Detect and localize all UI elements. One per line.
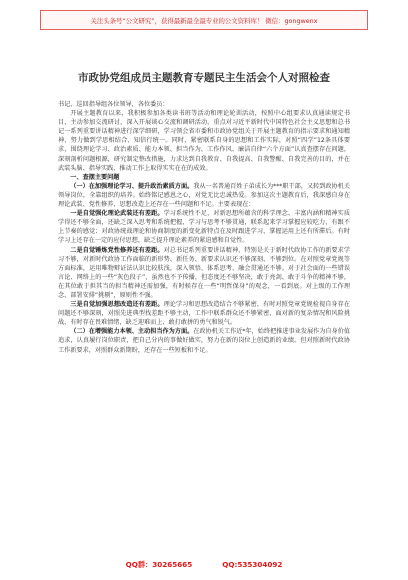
subsection-2 [58, 327, 350, 354]
section-heading-1: 一、查摆主要问题 [70, 173, 120, 181]
point-1 [58, 209, 350, 245]
promo-banner-text: 关注头条号“公文研究”，获得最新最全最专业的公文资料库！ 微信：gongwenx [90, 16, 318, 25]
subsection-1 [58, 182, 350, 209]
point-3-heading: 三是自觉加强思想改造还有差距。 [70, 301, 164, 309]
document-title: 市政协党组成员主题教育专题民主生活会个人对照检查 [78, 72, 330, 84]
contact-footer [0, 560, 408, 574]
promo-banner [40, 10, 368, 30]
qq-group-text: QQ群：30265665 [125, 560, 193, 569]
subsection-1-heading: （一）在加强理论学习、提升政治素质方面。 [70, 182, 194, 190]
point-1-text: 学习系统性不足，对新思想所蕴含的科学理念、丰富内涵和精神实质学得还不够全面，还缺乏深入思考和系统把握，学习与思考不够贯通，联系起来学习掌握应较吃力，有跟不上节奏的感觉；对政协统战理论和协商制度的新变化新特点在及时跟进学习、掌握运用上还有所滞后。有时学习上还存在一定的应付思想，缺乏提升理论素养的紧迫感和自觉性。 [58, 210, 350, 245]
salutation: 书记、巡回指导组各位领导，各位委员： [58, 101, 169, 108]
intro-paragraph: 开展主题教育以来，我积极参加各类读书班等活动和理论轮训活动，按照中心组要求认真通读规定书目，主动参加交流研讨，深入开展谈心交流和调研活动，重点对习近平新时代中国特色社会主义思想和总书记一系列重要讲话精神进行深学细研，学习领会省市委和市政协党组关于开展主题教育的指示要求和通知精神，努力做到学思相结合、知信行统一。同时，紧密联系自身的思想和工作实际，对照“四学”12条具体要求，围绕理论学习、政治素质、能力本领、担当作为、工作作风、廉洁自律“六个方面”认真查摆存在问题，深刻剖析问题根源，研究制定整改措施，力求达到自我教育、自我提高、自我警醒、自我完善的目的，并在武装头脑、指导实践、推动工作上取得实实在在的成效。 [58, 110, 350, 172]
point-3-text: 理论学习和思想改造结合不够紧密，有时对照党章党规检视自身存在问题还不够深刻，对照先进典型找差距不够主动，工作中联系群众还不够紧密，面对新的复杂情况和风险挑战，有时存在畏难情绪，缺乏迎难而上、敢打敢拼的勇气和锐气。 [58, 301, 350, 327]
subsection-2-heading: （二）在增强能力本领、主动担当作为方面。 [70, 328, 194, 336]
point-2-text: 对总书记系列重要讲话精神，特别是关于新时代政协工作的新要求学习不够，对新时代政协工作面临的新形势、新任务、新要求认识还不够深刻、不够到位。在对照党章党规等方面标准，运用唯物辩证法认识比较肤浅，深入领悟、体系思考、融会贯通还不够。对于社会面的一些错误言论、网络上的一些“灰色段子”，虽然也不予传播，但态度还不够坚决，敢于亮剑、敢于斗争的精神不够，在其位敢于担其当的担当精神还需加强，有时候存在一些“明哲保身”的观念，一看到底。对上级的工作理念、部署安排“挑剔”，原则性不强。 [58, 246, 350, 299]
document-body [58, 100, 350, 355]
point-1-heading: 一是自觉强化理论武装还有差距。 [70, 210, 164, 218]
point-2-heading: 二是自觉锤炼党性修养还有差距。 [70, 246, 164, 254]
qq-contact-text: QQ:535304092 [222, 560, 283, 569]
point-2 [58, 246, 350, 301]
point-3 [58, 300, 350, 327]
subsection-1-text: 我从一名普通百姓子弟成长为***职干部，又转到政协机关领导岗位，全靠组织的培养。始终铭记感恩之心，对党无比忠诚热爱。参加这次主题教育后，我深感自身在理论武装、党性修养、思想改造上还存在一些问题和不足。主要表现在： [58, 182, 350, 209]
subsection-2-text: 在政协机关工作近*年，始终把推进事业发展作为自身价值追求，认真履行岗位职责，把自己分内的事做好做实，努力在新的岗位上创造新的业绩。但对照新时代政协工作新要求，对照群众新期盼，还存在一些短板和不足。 [58, 328, 350, 354]
